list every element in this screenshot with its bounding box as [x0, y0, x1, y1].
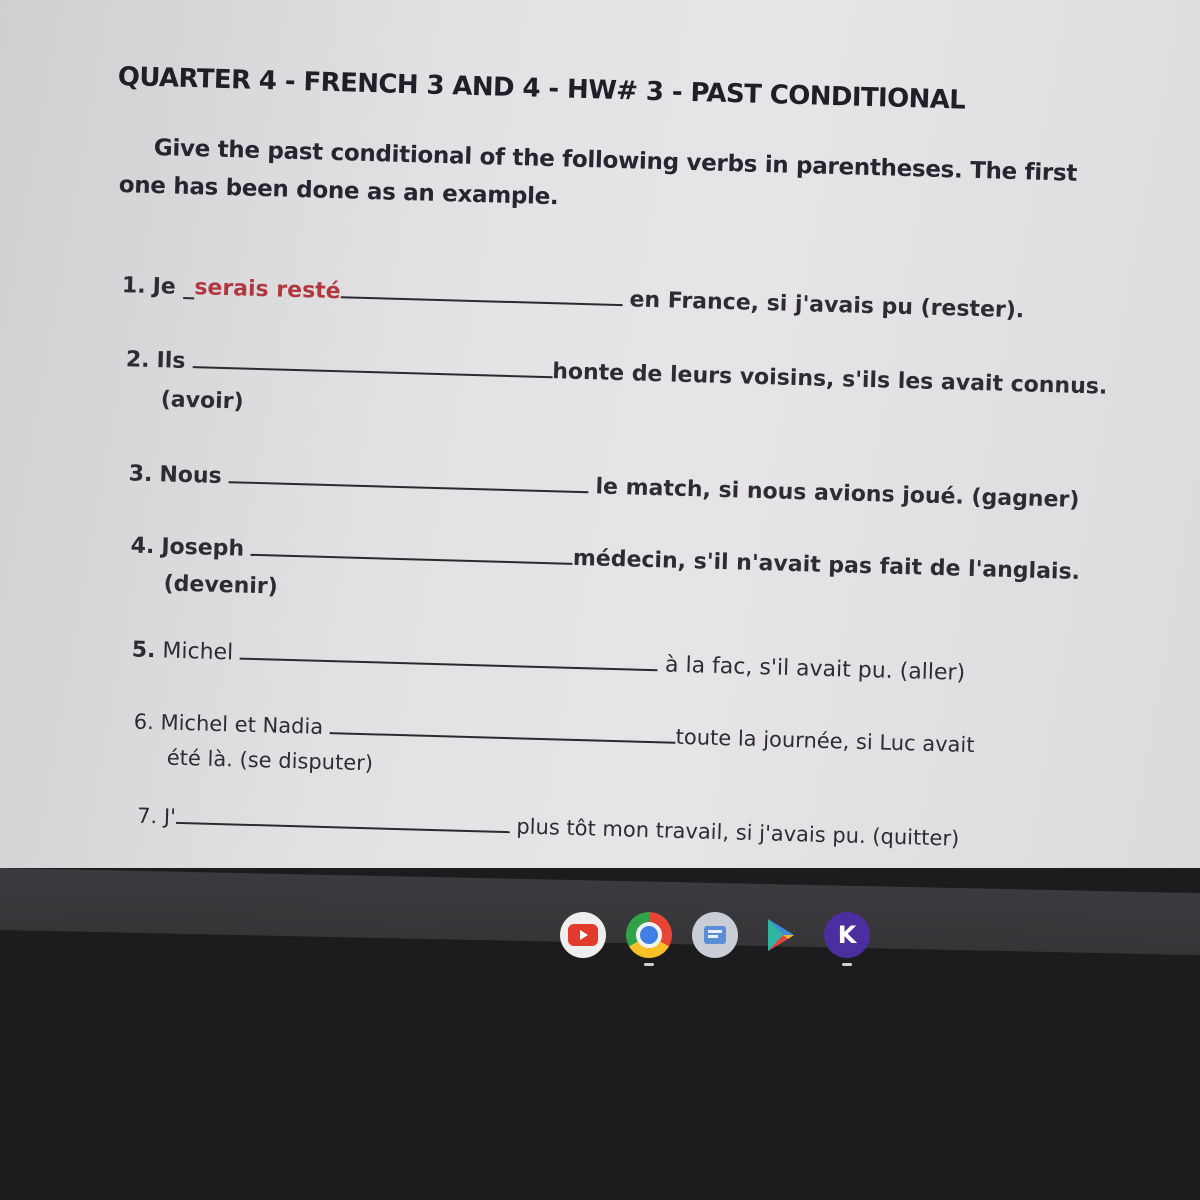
- kahoot-icon[interactable]: [824, 912, 870, 958]
- question-number: 3.: [128, 461, 153, 488]
- question-1: [122, 270, 1025, 323]
- question-sentence: toute la journée, si Luc avait: [675, 724, 975, 758]
- question-subject: Ils: [156, 348, 186, 374]
- running-indicator: [644, 963, 654, 966]
- question-sentence: médecin, s'il n'avait pas fait de l'anglais.: [572, 545, 1081, 585]
- play-store-icon[interactable]: [758, 912, 804, 958]
- question-5: [131, 635, 965, 686]
- answer-blank[interactable]: [340, 276, 623, 306]
- files-glyph-icon: [701, 921, 729, 949]
- question-number: 7.: [136, 803, 158, 829]
- question-subject: Je _: [152, 274, 195, 301]
- kahoot-glyph: K: [837, 921, 857, 949]
- question-sentence: plus tôt mon travail, si j'avais pu. (quitter): [516, 814, 960, 851]
- question-number: 5.: [131, 637, 156, 664]
- question-3: [128, 458, 1079, 513]
- question-2: [126, 344, 1108, 399]
- files-icon[interactable]: [692, 912, 738, 958]
- answer-blank[interactable]: [330, 712, 676, 744]
- question-number: 1.: [121, 273, 146, 299]
- question-7: [137, 801, 960, 851]
- youtube-icon[interactable]: [560, 912, 606, 958]
- shelf-apps: [560, 905, 870, 965]
- chrome-icon[interactable]: [626, 912, 672, 958]
- verb-hint: (avoir): [160, 387, 244, 415]
- youtube-play-icon: [568, 924, 598, 946]
- question-sentence: honte de leurs voisins, s'ils les avait connus.: [551, 359, 1108, 400]
- question-subject: J': [163, 804, 177, 829]
- question-sentence: le match, si nous avions joué. (gagner): [595, 474, 1080, 513]
- question-sentence: à la fac, s'il avait pu. (aller): [664, 652, 966, 686]
- question-sentence: en France, si j'avais pu (rester).: [629, 287, 1025, 324]
- verb-hint: (devenir): [163, 571, 279, 600]
- answer-blank[interactable]: [176, 802, 510, 833]
- question-subject: Nous: [159, 462, 223, 489]
- question-subject: Michel: [162, 638, 234, 666]
- answer-blank[interactable]: [251, 534, 573, 565]
- question-number: 4.: [130, 533, 155, 560]
- answer-blank[interactable]: [192, 346, 552, 378]
- question-subject: Michel et Nadia: [160, 710, 324, 739]
- play-store-glyph-icon: [764, 917, 798, 953]
- verb-hint: été là. (se disputer): [166, 745, 374, 776]
- running-indicator: [842, 963, 852, 966]
- answer-blank[interactable]: [240, 638, 658, 672]
- answer-text: serais resté: [194, 275, 341, 305]
- instructions-text: Give the past conditional of the following verbs in parentheses. The first one has been done as an example.: [118, 134, 1078, 211]
- chrome-center-icon: [636, 922, 662, 948]
- question-number: 2.: [125, 347, 150, 373]
- question-number: 6.: [133, 709, 155, 735]
- answer-blank[interactable]: [228, 461, 588, 493]
- question-subject: Joseph: [161, 534, 245, 562]
- page-title: QUARTER 4 - FRENCH 3 AND 4 - HW# 3 - PAST CONDITIONAL: [117, 61, 966, 116]
